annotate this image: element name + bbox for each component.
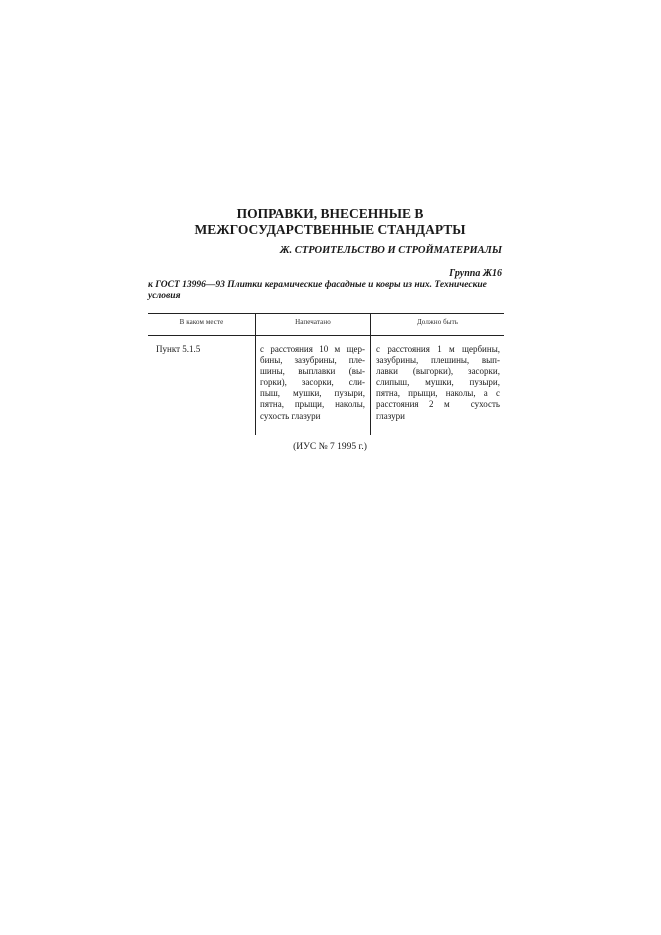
printed-line: пыш, мушки, пузыри, [260, 388, 365, 399]
table-column-divider-2 [370, 313, 371, 435]
printed-line: с расстояния 10 м щер- [260, 344, 365, 354]
should-be-line: расстояния 2 м сухость [376, 399, 500, 410]
document-reference [148, 280, 504, 302]
cell-place: Пункт 5.1.5 [156, 344, 201, 354]
printed-line: шины, выплавки (вы- [260, 366, 365, 377]
amendment-table [148, 313, 504, 435]
printed-line: горки), засорки, сли- [260, 377, 365, 388]
page-title [150, 206, 510, 238]
printed-line: сухость глазури [260, 410, 321, 421]
should-be-line: лавки (выгорки), засорки, [376, 366, 500, 377]
cell-should-be [376, 344, 500, 422]
group-code: Группа Ж16 [449, 268, 502, 279]
cell-printed [260, 344, 365, 422]
should-be-line: с расстояния 1 м щербины, [376, 344, 500, 354]
header-place: В каком месте [179, 318, 224, 326]
should-be-line: глазури [376, 410, 405, 421]
document-reference-line-2: условия [148, 291, 181, 301]
title-line-2: МЕЖГОСУДАРСТВЕННЫЕ СТАНДАРТЫ [194, 222, 466, 237]
section-heading: Ж. СТРОИТЕЛЬСТВО И СТРОЙМАТЕРИАЛЫ [279, 245, 502, 256]
title-line-1: ПОПРАВКИ, ВНЕСЕННЫЕ В [236, 206, 424, 221]
header-printed: Напечатано [295, 318, 331, 326]
should-be-line: зазубрины, плешины, вып- [376, 355, 500, 366]
should-be-line: пятна, прыщи, наколы, а с [376, 388, 500, 399]
header-should-be: Должно быть [416, 318, 459, 326]
table-column-divider-1 [255, 313, 256, 435]
should-be-line: слипыш, мушки, пузыри, [376, 377, 500, 388]
table-header-rule [148, 335, 504, 336]
table-top-rule [148, 313, 504, 314]
document-reference-line-1: к ГОСТ 13996—93 Плитки керамические фасадные и ковры из них. Технические [148, 280, 487, 290]
source-reference: (ИУС № 7 1995 г.) [293, 442, 367, 452]
printed-line: пятна, прыщи, наколы, [260, 399, 365, 410]
printed-line: бины, зазубрины, пле- [260, 355, 365, 366]
